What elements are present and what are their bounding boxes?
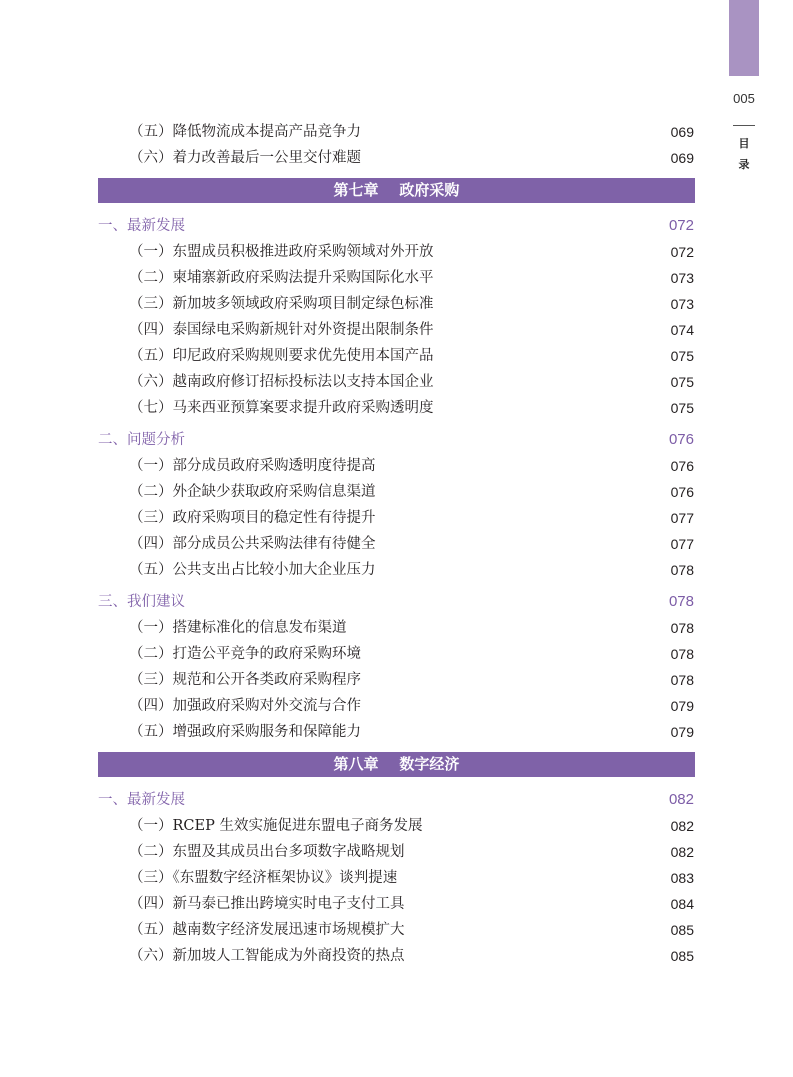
item-title: （五）印尼政府采购规则要求优先使用本国产品: [129, 348, 434, 364]
item-title: （二）东盟及其成员出台多项数字战略规划: [129, 844, 405, 860]
toc-item-row[interactable]: [0, 291, 793, 317]
toc-item-row[interactable]: [0, 369, 793, 395]
item-title: （七）马来西亚预算案要求提升政府采购透明度: [129, 400, 434, 416]
item-title: （六）新加坡人工智能成为外商投资的热点: [129, 948, 405, 964]
page-ref: 073: [670, 296, 694, 312]
toc-item-row[interactable]: [0, 531, 793, 557]
item-title: （四）新马泰已推出跨境实时电子支付工具: [129, 896, 405, 912]
toc-item-row[interactable]: [0, 119, 793, 145]
item-title: （二）外企缺少获取政府采购信息渠道: [129, 484, 376, 500]
toc-item-row[interactable]: [0, 943, 793, 969]
toc-item-row[interactable]: [0, 343, 793, 369]
toc-item-row[interactable]: [0, 667, 793, 693]
item-title: （五）增强政府采购服务和保障能力: [129, 724, 361, 740]
page-ref: 084: [670, 896, 694, 912]
toc-item-row[interactable]: [0, 557, 793, 583]
chapter-heading[interactable]: 第七章 政府采购: [98, 178, 695, 203]
side-label-char: 录: [738, 158, 750, 171]
chapter-heading[interactable]: 第八章 数字经济: [98, 752, 695, 777]
page-ref: 078: [670, 620, 694, 636]
toc-item-row[interactable]: [0, 865, 793, 891]
page-ref: 069: [670, 124, 694, 140]
page-ref: 075: [670, 348, 694, 364]
page-number: 005: [733, 91, 755, 106]
page-ref: 075: [670, 400, 694, 416]
toc-item-row[interactable]: [0, 719, 793, 745]
toc-item-row[interactable]: [0, 317, 793, 343]
item-title: （一）RCEP 生效实施促进东盟电子商务发展: [129, 818, 423, 834]
page-ref: 076: [670, 484, 694, 500]
section-title: 一、最新发展: [98, 792, 185, 808]
toc-section-row[interactable]: [0, 427, 793, 453]
item-title: （三）新加坡多领域政府采购项目制定绿色标准: [129, 296, 434, 312]
item-title: （六）着力改善最后一公里交付难题: [129, 150, 361, 166]
toc-item-row[interactable]: [0, 615, 793, 641]
page-ref: 069: [670, 150, 694, 166]
page-ref: 076: [670, 458, 694, 474]
toc-item-row[interactable]: [0, 891, 793, 917]
page-ref: 085: [670, 922, 694, 938]
page-ref: 078: [670, 646, 694, 662]
toc-item-row[interactable]: [0, 917, 793, 943]
toc-item-row[interactable]: [0, 265, 793, 291]
page-ref: 079: [670, 724, 694, 740]
item-title: （三）规范和公开各类政府采购程序: [129, 672, 361, 688]
item-title: （一）东盟成员积极推进政府采购领域对外开放: [129, 244, 434, 260]
item-title: （一）部分成员政府采购透明度待提高: [129, 458, 376, 474]
item-title: （五）降低物流成本提高产品竞争力: [129, 124, 361, 140]
page-ref: 076: [668, 431, 694, 448]
toc-item-row[interactable]: [0, 839, 793, 865]
section-title: 一、最新发展: [98, 218, 185, 234]
toc-section-row[interactable]: [0, 589, 793, 615]
page-ref: 073: [670, 270, 694, 286]
page-ref: 072: [668, 217, 694, 234]
toc-item-row[interactable]: [0, 813, 793, 839]
page-ref: 077: [670, 510, 694, 526]
page-ref: 078: [668, 593, 694, 610]
item-title: （三）《东盟数字经济框架协议》谈判提速: [129, 870, 398, 886]
page-ref: 078: [670, 672, 694, 688]
item-title: （一）搭建标准化的信息发布渠道: [129, 620, 347, 636]
item-title: （四）加强政府采购对外交流与合作: [129, 698, 361, 714]
toc-item-row[interactable]: [0, 479, 793, 505]
item-title: （四）泰国绿电采购新规针对外资提出限制条件: [129, 322, 434, 338]
item-title: （二）打造公平竞争的政府采购环境: [129, 646, 361, 662]
page-ref: 082: [668, 791, 694, 808]
toc-item-row[interactable]: [0, 239, 793, 265]
side-label-char: 目: [738, 137, 750, 150]
page-ref: 072: [670, 244, 694, 260]
page-ref: 083: [670, 870, 694, 886]
item-title: （五）公共支出占比较小加大企业压力: [129, 562, 376, 578]
toc-item-row[interactable]: [0, 453, 793, 479]
section-title: 三、我们建议: [98, 594, 185, 610]
toc-item-row[interactable]: [0, 641, 793, 667]
page-ref: 082: [670, 818, 694, 834]
page-ref: 074: [670, 322, 694, 338]
item-title: （六）越南政府修订招标投标法以支持本国企业: [129, 374, 434, 390]
page-ref: 085: [670, 948, 694, 964]
toc-item-row[interactable]: [0, 145, 793, 171]
item-title: （五）越南数字经济发展迅速市场规模扩大: [129, 922, 405, 938]
toc-item-row[interactable]: [0, 505, 793, 531]
item-title: （四）部分成员公共采购法律有待健全: [129, 536, 376, 552]
page-ref: 079: [670, 698, 694, 714]
toc-section-row[interactable]: [0, 213, 793, 239]
item-title: （三）政府采购项目的稳定性有待提升: [129, 510, 376, 526]
section-title: 二、问题分析: [98, 432, 185, 448]
toc-section-row[interactable]: [0, 787, 793, 813]
page-ref: 075: [670, 374, 694, 390]
page-ref: 082: [670, 844, 694, 860]
page-ref: 078: [670, 562, 694, 578]
page-ref: 077: [670, 536, 694, 552]
toc-item-row[interactable]: [0, 693, 793, 719]
item-title: （二）柬埔寨新政府采购法提升采购国际化水平: [129, 270, 434, 286]
toc-item-row[interactable]: [0, 395, 793, 421]
